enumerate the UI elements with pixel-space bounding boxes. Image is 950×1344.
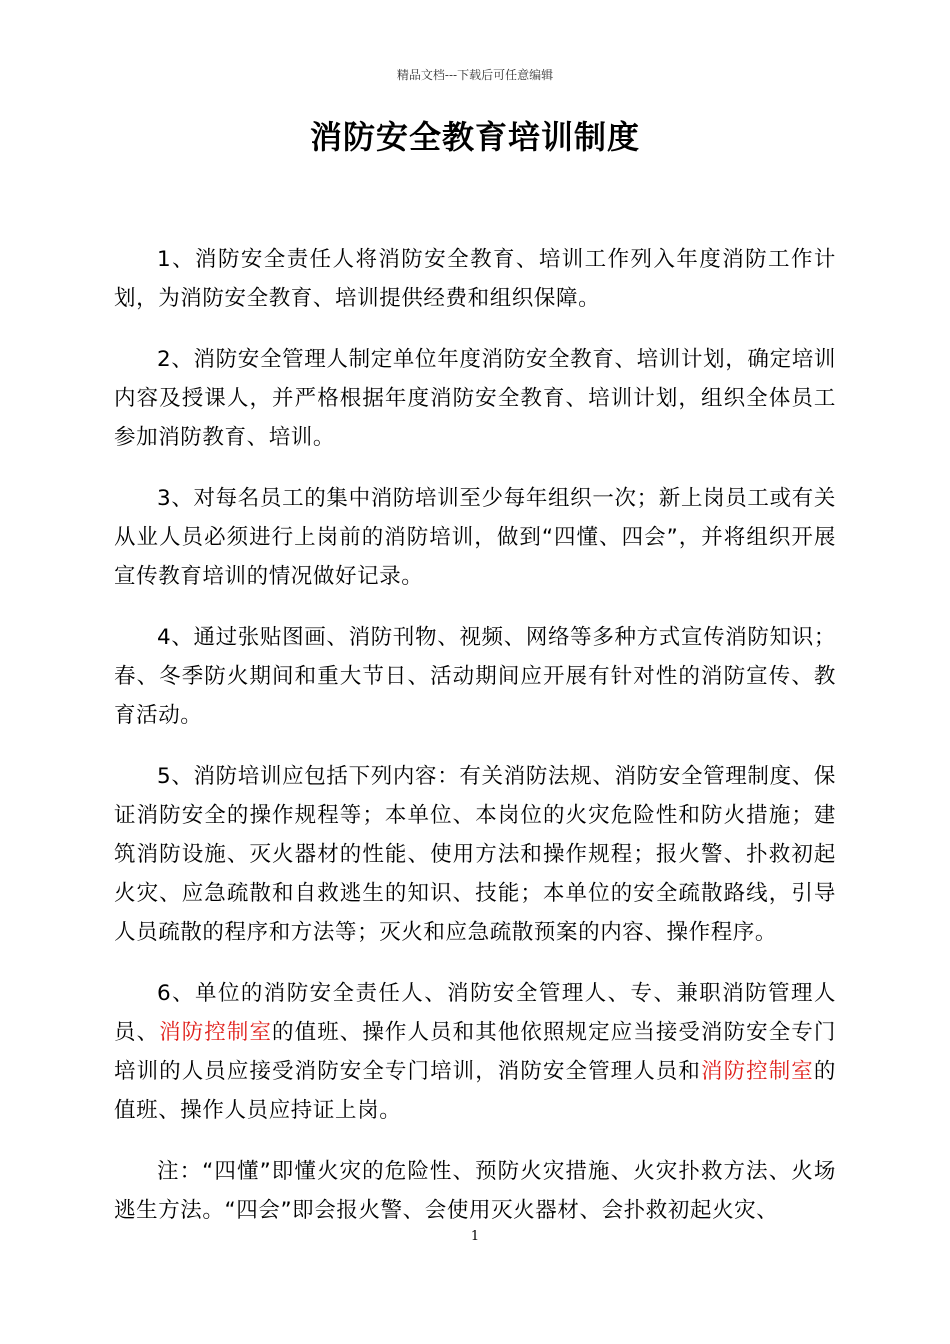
paragraph-4: 4、通过张贴图画、消防刊物、视频、网络等多种方式宣传消防知识；春、冬季防火期间和重大节日、活动期间应开展有针对性的消防宣传、教育活动。	[114, 625, 836, 728]
paragraph-6-text-2: 的值班、操作人员和其他依照规定应当接受消防安全专门培训的人员应接受消防安全专门培训，消防安全管理人员和	[114, 1020, 836, 1084]
note-paragraph: 注：“四懂”即懂火灾的危险性、预防火灾措施、火灾扑救方法、火场逃生方法。“四会”即会报火警、会使用灭火器材、会扑救初起火灾、	[114, 1159, 836, 1223]
paragraph-6	[114, 974, 836, 1130]
paragraph-6-text-3: 的值班、操作人员应持证上岗。	[114, 1059, 836, 1123]
paragraph-5: 5、消防培训应包括下列内容：有关消防法规、消防安全管理制度、保证消防安全的操作规程等；本单位、本岗位的火灾危险性和防火措施；建筑消防设施、灭火器材的性能、使用方法和操作规程；报火警、扑救初起火灾、应急疏散和自救逃生的知识、技能；本单位的安全疏散路线，引导人员疏散的程序和方法等；灭火和应急疏散预案的内容、操作程序。	[114, 764, 836, 945]
page-header-note: 精品文档---下载后可任意编辑	[396, 68, 554, 82]
document-title: 消防安全教育培训制度	[309, 118, 640, 156]
document-body	[114, 240, 836, 1252]
paragraph-1: 1、消防安全责任人将消防安全教育、培训工作列入年度消防工作计划，为消防安全教育、培训提供经费和组织保障。	[114, 247, 836, 311]
paragraph-2: 2、消防安全管理人制定单位年度消防安全教育、培训计划，确定培训内容及授课人，并严格根据年度消防安全教育、培训计划，组织全体员工参加消防教育、培训。	[114, 347, 836, 450]
highlighted-term-fire-control-room-2: 消防控制室	[701, 1059, 814, 1084]
highlighted-term-fire-control-room: 消防控制室	[159, 1020, 273, 1045]
page-number: 1	[470, 1229, 480, 1244]
paragraph-6-text-1: 6、单位的消防安全责任人、消防安全管理人、专、兼职消防管理人员、	[114, 981, 836, 1045]
paragraph-3: 3、对每名员工的集中消防培训至少每年组织一次；新上岗员工或有关从业人员必须进行上岗前的消防培训，做到“四懂、四会”，并将组织开展宣传教育培训的情况做好记录。	[114, 486, 836, 589]
